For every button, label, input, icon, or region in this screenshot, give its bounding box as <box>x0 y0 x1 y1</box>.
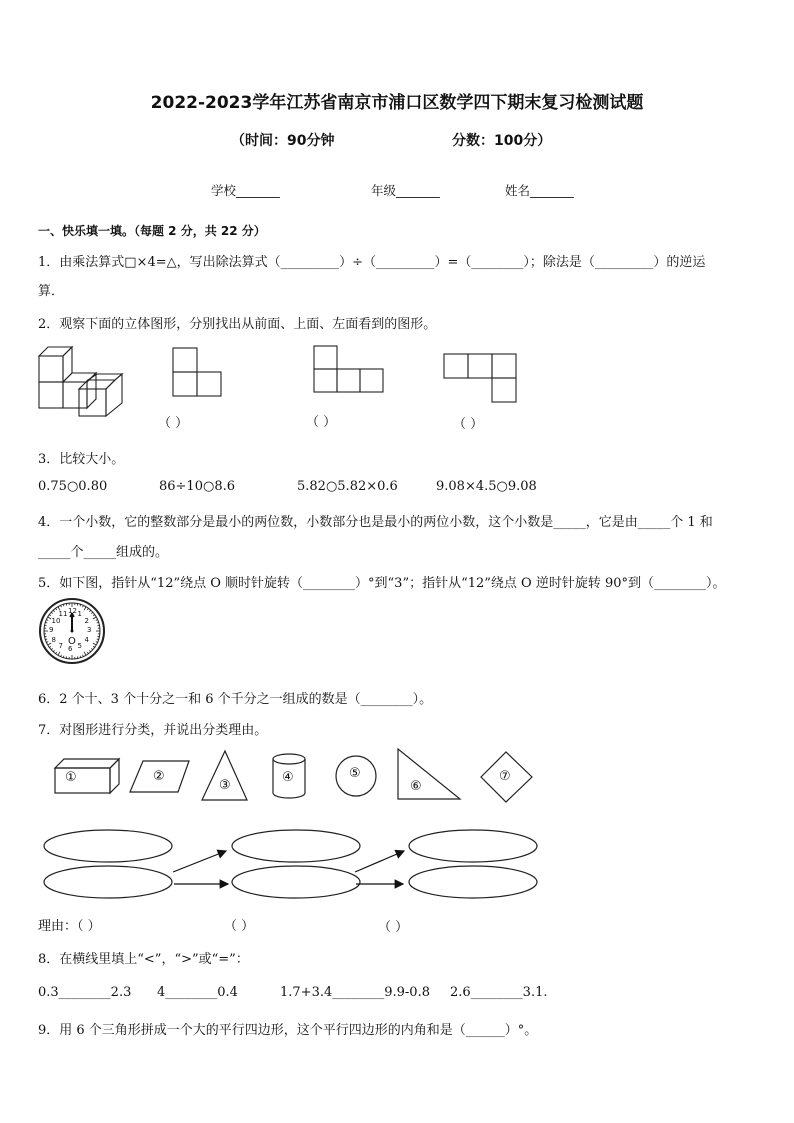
category-ellipse <box>409 830 537 862</box>
reason-blank-2[interactable]: （ ） <box>224 919 255 934</box>
question-6: 6．2 个十、3 个十分之一和 6 个千分之一组成的数是（________）。 <box>38 692 433 707</box>
exam-time: （时间：90分钟 <box>231 133 335 149</box>
compare-item: 9.08×4.5○9.08 <box>436 479 537 494</box>
clock-number: 11 <box>58 609 68 618</box>
page-title: 2022-2023学年江苏省南京市浦口区数学四下期末复习检测试题 <box>150 93 644 113</box>
category-ellipse <box>232 866 360 898</box>
arrow <box>173 851 226 872</box>
compare-item: 5.82○5.82×0.6 <box>297 479 398 494</box>
fill-item: 2.6________3.1. <box>450 985 548 1000</box>
category-ellipse <box>44 866 172 898</box>
answer-blank-front[interactable]: （ ） <box>158 416 189 431</box>
question-8: 8．在横线里填上“<”，“>”或“=”： <box>38 952 249 967</box>
shape-label-3: ③ <box>219 778 231 793</box>
exam-score: 分数：100分） <box>452 133 552 149</box>
reason-label[interactable]: 理由：（ ） <box>38 919 101 934</box>
compare-item: 0.75○0.80 <box>38 479 108 494</box>
clock-number: 3 <box>87 626 92 634</box>
shape-label-7: ⑦ <box>499 769 511 784</box>
answer-blank-top[interactable]: （ ） <box>306 415 337 430</box>
clock-number: 12 <box>68 607 77 615</box>
category-ellipse <box>44 830 172 862</box>
shape-label-2: ② <box>153 769 165 784</box>
cuboid-shape <box>55 768 110 793</box>
category-ellipse <box>409 866 537 898</box>
shape-label-4: ④ <box>282 770 294 785</box>
clock-number: 1 <box>77 609 82 618</box>
question-5: 5．如下图，指针从“12”绕点 O 顺时针旋转（________）°到“3”；指针从“12”绕点 O 逆时针旋转 90°到（________）。 <box>38 576 726 591</box>
clock-number: 8 <box>51 635 56 644</box>
question-2: 2．观察下面的立体图形，分别找出从前面、上面、左面看到的图形。 <box>38 317 437 332</box>
clock-number: 4 <box>84 635 89 644</box>
question-3: 3．比较大小。 <box>38 452 125 467</box>
right-triangle-shape <box>398 749 460 799</box>
question-4-line-2: _____个_____组成的。 <box>38 545 169 560</box>
clock-number: 5 <box>77 642 82 651</box>
compare-item: 86÷10○8.6 <box>159 479 235 494</box>
shape-label-5: ⑤ <box>349 766 361 781</box>
question-4-line-1: 4．一个小数，它的整数部分是最小的两位数，小数部分也是最小的两位小数，这个小数是_____，它是由_____个 1 和 <box>38 515 713 530</box>
category-ellipse <box>232 830 360 862</box>
name-field: 姓名_______ <box>505 183 574 198</box>
question-7: 7．对图形进行分类，并说出分类理由。 <box>38 723 268 738</box>
shape-label-6: ⑥ <box>410 779 422 794</box>
cylinder-shape <box>273 754 305 764</box>
answer-blank-left[interactable]: （ ） <box>453 417 484 432</box>
question-1-line-1: 1．由乘法算式□×4=△，写出除法算式（_________）÷（_________）=（________）；除法是（_________）的逆运 <box>38 255 706 270</box>
clock-number: 2 <box>84 616 89 625</box>
clock-center-label: O <box>68 636 76 647</box>
fill-item: 1.7+3.4________9.9-0.8 <box>280 985 430 1000</box>
clock-number: 6 <box>68 645 73 653</box>
clock-number: 7 <box>58 642 63 651</box>
grade-field: 年级_______ <box>371 183 440 198</box>
fill-item: 4________0.4 <box>157 985 238 1000</box>
section-heading: 一、快乐填一填。（每题 2 分，共 22 分） <box>38 224 266 238</box>
fill-item: 0.3________2.3 <box>38 985 132 1000</box>
reason-blank-3[interactable]: （ ） <box>378 920 409 935</box>
arrow <box>355 851 404 872</box>
shape-label-1: ① <box>65 770 77 785</box>
clock-number: 9 <box>49 626 54 634</box>
question-1-line-2: 算． <box>38 284 65 299</box>
clock-number: 10 <box>51 616 61 625</box>
question-9: 9．用 6 个三角形拼成一个大的平行四边形，这个平行四边形的内角和是（______）°。 <box>38 1023 538 1038</box>
school-field: 学校_______ <box>211 183 280 198</box>
